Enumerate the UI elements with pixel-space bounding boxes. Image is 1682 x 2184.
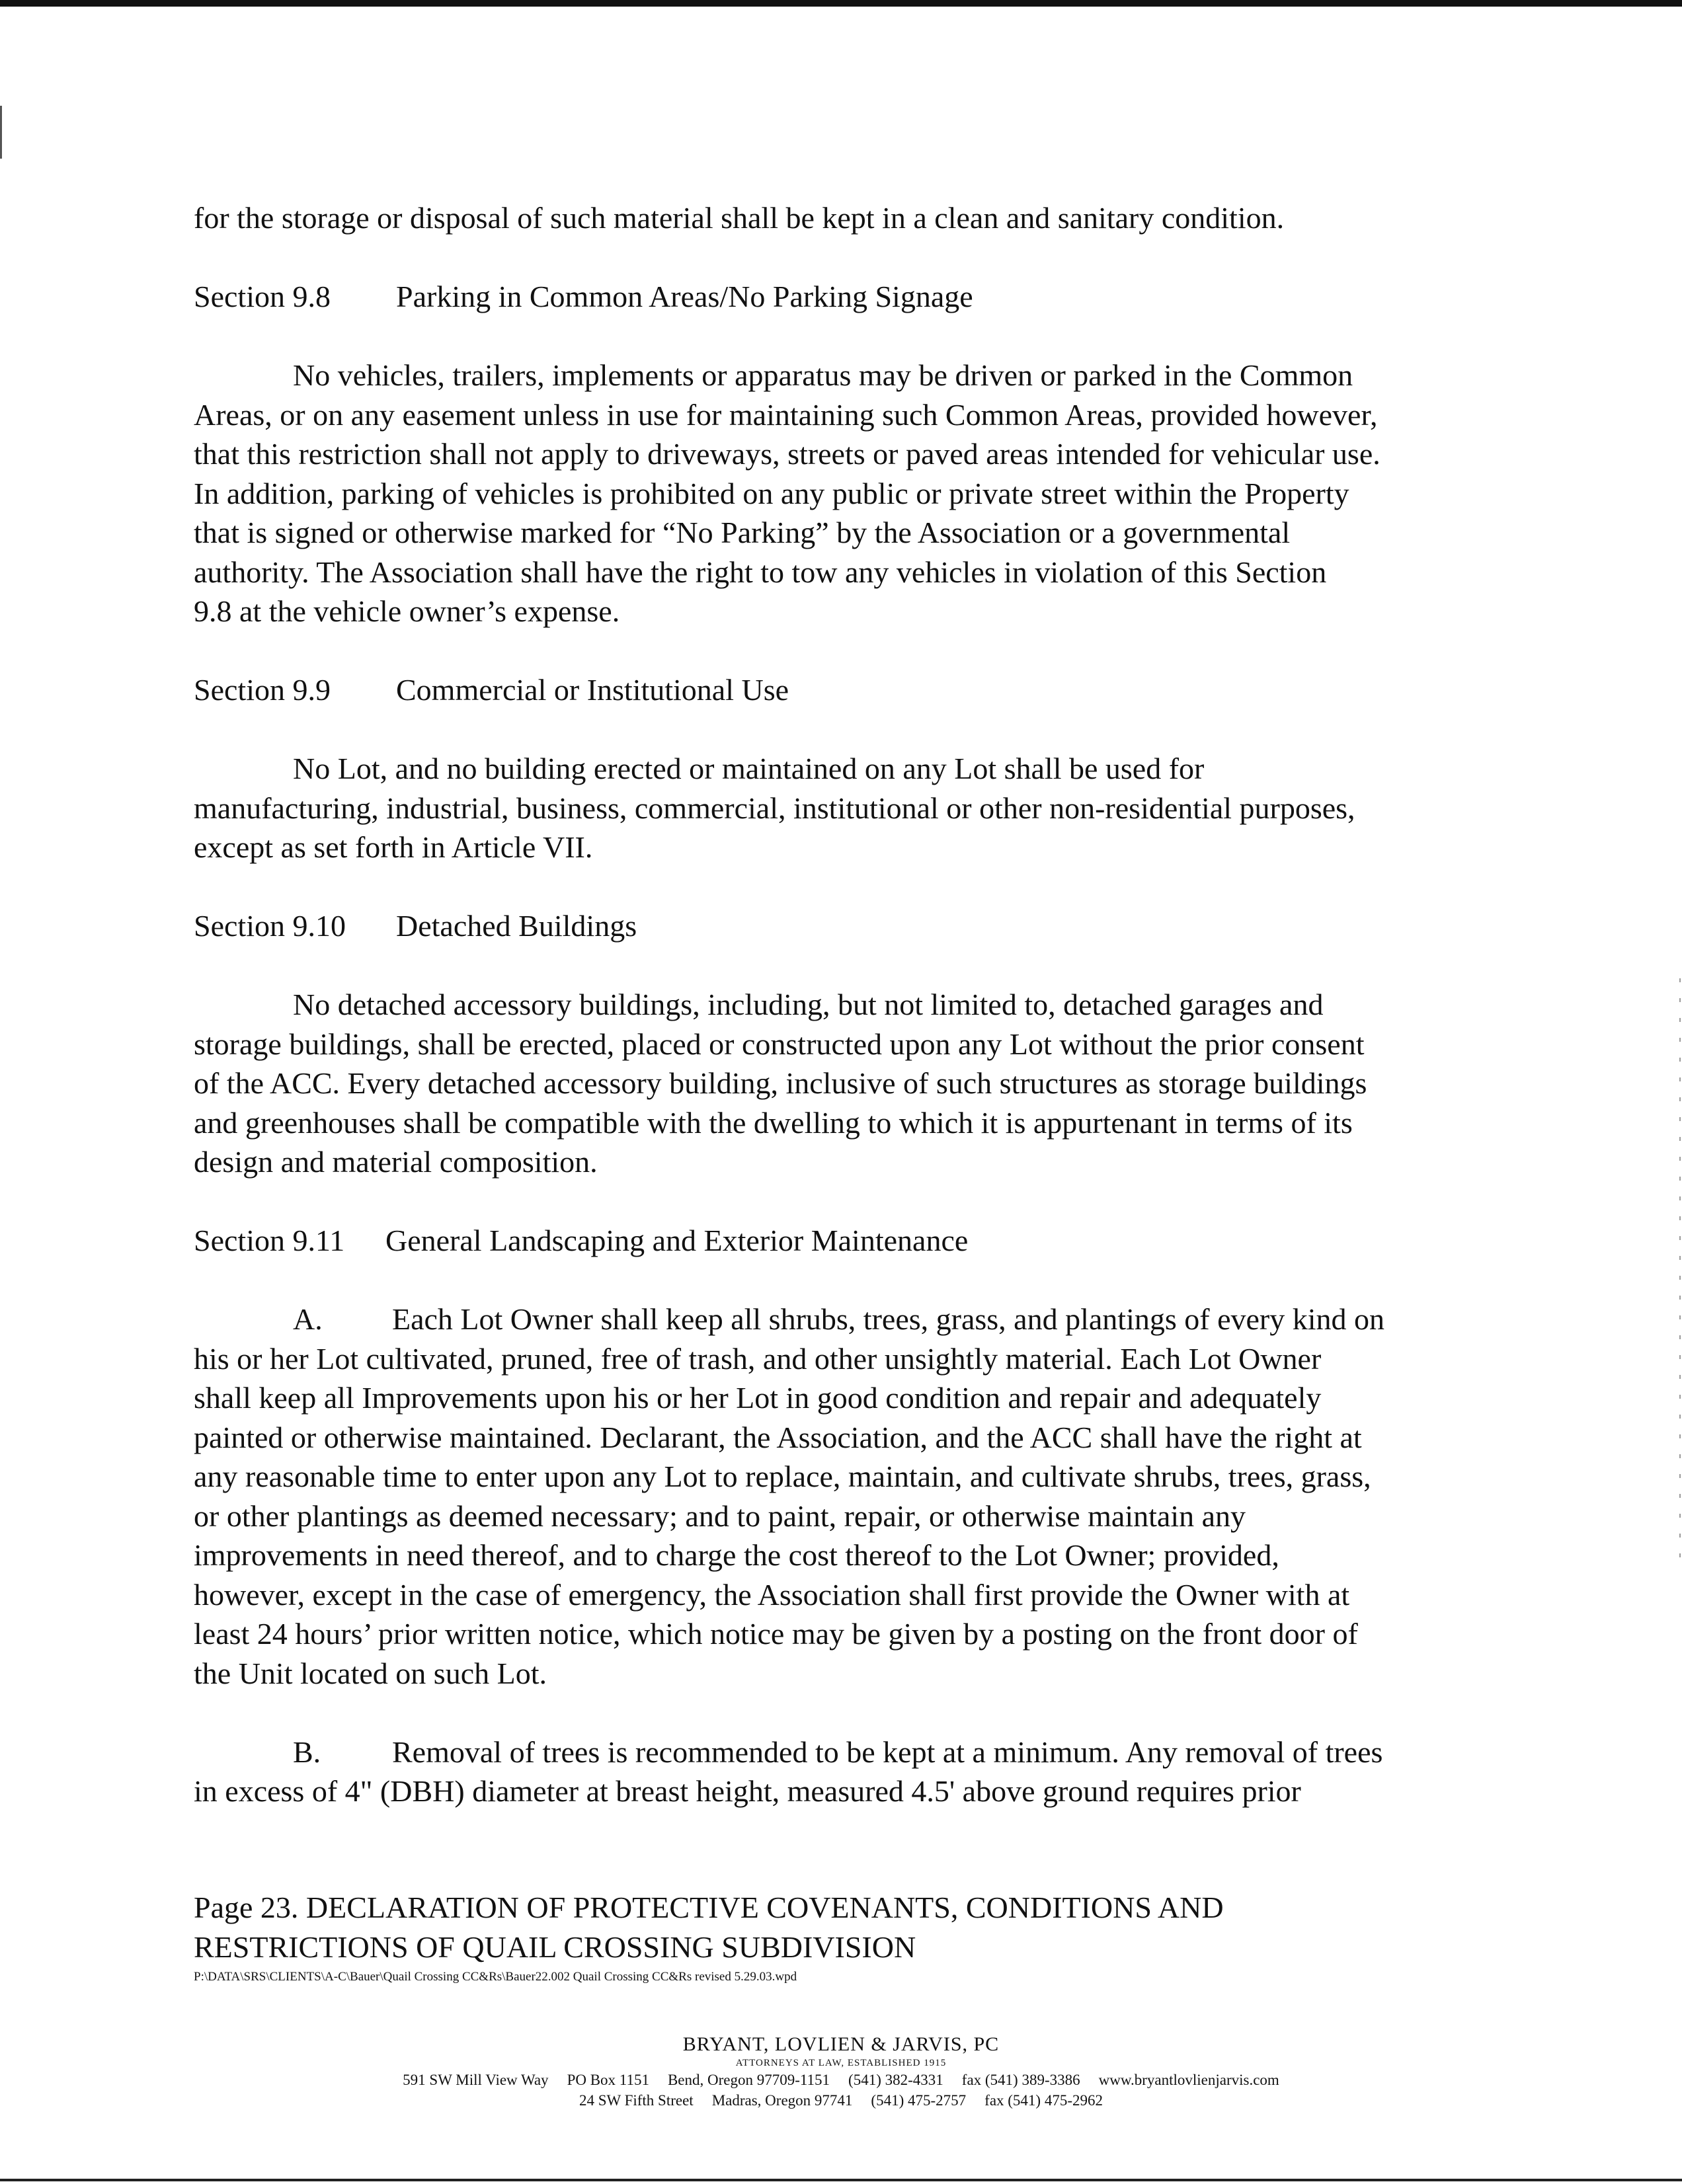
paragraph-line: except as set forth in Article VII.	[194, 830, 593, 864]
office-1-po-box: PO Box 1151	[567, 2072, 649, 2088]
paragraph-line: however, except in the case of emergency, the Association shall first provide the Owner with at	[194, 1577, 1350, 1612]
paragraph-line: painted or otherwise maintained. Declarant, the Association, and the ACC shall have the right at	[194, 1420, 1362, 1454]
footer-title-line-1: Page 23. DECLARATION OF PROTECTIVE COVENANTS, CONDITIONS AND	[194, 1891, 1224, 1924]
section-9-8-paragraph	[194, 356, 1490, 631]
page-footer	[194, 1888, 1490, 1987]
section-heading-9-8	[194, 277, 1490, 317]
paragraph-line-text: Each Lot Owner shall keep all shrubs, trees, grass, and plantings of every kind on	[392, 1302, 1384, 1336]
section-heading-9-10	[194, 906, 1490, 946]
section-number: Section 9.11	[194, 1224, 345, 1257]
section-title: Detached Buildings	[396, 909, 637, 943]
paragraph-line: No detached accessory buildings, including, but not limited to, detached garages and	[293, 988, 1324, 1021]
office-1-address	[0, 2070, 1682, 2090]
paragraph-line: manufacturing, industrial, business, commercial, institutional or other non-residential purposes,	[194, 791, 1355, 825]
office-2-fax: fax (541) 475-2962	[984, 2092, 1103, 2109]
office-2-street: 24 SW Fifth Street	[579, 2092, 694, 2109]
paragraph-line: 9.8 at the vehicle owner’s expense.	[194, 594, 620, 628]
firm-name: BRYANT, LOVLIEN & JARVIS, PC	[682, 2033, 1000, 2055]
section-heading-9-9	[194, 670, 1490, 710]
paragraph-line	[194, 1733, 1490, 1772]
paragraph-line: No Lot, and no building erected or maintained on any Lot shall be used for	[293, 752, 1205, 785]
paragraph-line: in excess of 4" (DBH) diameter at breast height, measured 4.5' above ground requires prior	[194, 1774, 1301, 1808]
paragraph-line: design and material composition.	[194, 1145, 598, 1179]
section-9-11-paragraph-b	[194, 1733, 1490, 1811]
section-title: General Landscaping and Exterior Maintenance	[385, 1224, 969, 1257]
section-number: Section 9.9	[194, 673, 331, 707]
paragraph-line: authority. The Association shall have the right to tow any vehicles in violation of this Section	[194, 555, 1327, 589]
office-1-phone: (541) 382-4331	[848, 2072, 943, 2088]
bottom-scan-border	[0, 2179, 1682, 2181]
section-heading-9-11	[194, 1221, 1490, 1261]
left-scan-mark	[0, 106, 2, 159]
paragraph-line-text: Removal of trees is recommended to be kept at a minimum. Any removal of trees	[392, 1735, 1383, 1769]
paragraph-line: least 24 hours’ prior written notice, which notice may be given by a posting on the front door of	[194, 1617, 1358, 1651]
office-1-fax: fax (541) 389-3386	[961, 2072, 1080, 2088]
section-9-10-paragraph	[194, 985, 1490, 1182]
paragraph-line: his or her Lot cultivated, pruned, free of trash, and other unsightly material. Each Lot Owner	[194, 1341, 1322, 1376]
item-letter: B.	[293, 1735, 321, 1769]
paragraph-line: shall keep all Improvements upon his or her Lot in good condition and repair and adequately	[194, 1381, 1322, 1415]
paragraph-line: and greenhouses shall be compatible with the dwelling to which it is appurtenant in terms of its	[194, 1105, 1353, 1140]
footer-title-line-2: RESTRICTIONS OF QUAIL CROSSING SUBDIVISION	[194, 1930, 916, 1964]
paragraph-line: any reasonable time to enter upon any Lot to replace, maintain, and cultivate shrubs, trees, grass,	[194, 1460, 1371, 1493]
item-letter: A.	[293, 1302, 323, 1336]
office-1-street: 591 SW Mill View Way	[403, 2072, 549, 2088]
lead-line: for the storage or disposal of such material shall be kept in a clean and sanitary condition.	[194, 201, 1285, 235]
office-1-city: Bend, Oregon 97709-1151	[667, 2072, 830, 2088]
section-number: Section 9.10	[194, 909, 346, 943]
firm-letterhead	[0, 2033, 1682, 2111]
paragraph-line: Areas, or on any easement unless in use for maintaining such Common Areas, provided however,	[194, 397, 1378, 432]
paragraph-line: or other plantings as deemed necessary; and to paint, repair, or otherwise maintain any	[194, 1499, 1246, 1533]
section-number: Section 9.8	[194, 280, 331, 313]
document-body	[194, 198, 1490, 1811]
footer-file-path: P:\DATA\SRS\CLIENTS\A-C\Bauer\Quail Crossing CC&Rs\Bauer22.002 Quail Crossing CC&Rs revised 5.29.03.wpd	[194, 1970, 797, 1984]
section-9-11-paragraph-a	[194, 1300, 1490, 1693]
office-2-phone: (541) 475-2757	[871, 2092, 967, 2109]
firm-website: www.bryantlovlienjarvis.com	[1098, 2072, 1279, 2088]
section-title: Commercial or Institutional Use	[396, 673, 789, 707]
section-9-9-paragraph	[194, 749, 1490, 867]
paragraph-line: improvements in need thereof, and to charge the cost thereof to the Lot Owner; provided,	[194, 1538, 1279, 1572]
paragraph-line	[194, 1300, 1490, 1339]
section-title: Parking in Common Areas/No Parking Signage	[396, 280, 973, 313]
firm-tagline: ATTORNEYS AT LAW, ESTABLISHED 1915	[735, 2058, 947, 2068]
paragraph-line: In addition, parking of vehicles is prohibited on any public or private street within the Property	[194, 476, 1349, 510]
right-scan-mark	[1679, 978, 1681, 1573]
office-2-city: Madras, Oregon 97741	[711, 2092, 853, 2109]
paragraph-line: No vehicles, trailers, implements or apparatus may be driven or parked in the Common	[293, 358, 1353, 392]
paragraph-line: that is signed or otherwise marked for “No Parking” by the Association or a governmental	[194, 516, 1291, 549]
paragraph-line: storage buildings, shall be erected, placed or constructed upon any Lot without the prior consent	[194, 1027, 1365, 1061]
paragraph-line: of the ACC. Every detached accessory building, inclusive of such structures as storage buildings	[194, 1066, 1367, 1100]
top-scan-border	[0, 0, 1682, 7]
paragraph-line: that this restriction shall not apply to driveways, streets or paved areas intended for vehicular use.	[194, 437, 1381, 471]
office-2-address	[0, 2090, 1682, 2111]
paragraph-line: the Unit located on such Lot.	[194, 1656, 547, 1690]
